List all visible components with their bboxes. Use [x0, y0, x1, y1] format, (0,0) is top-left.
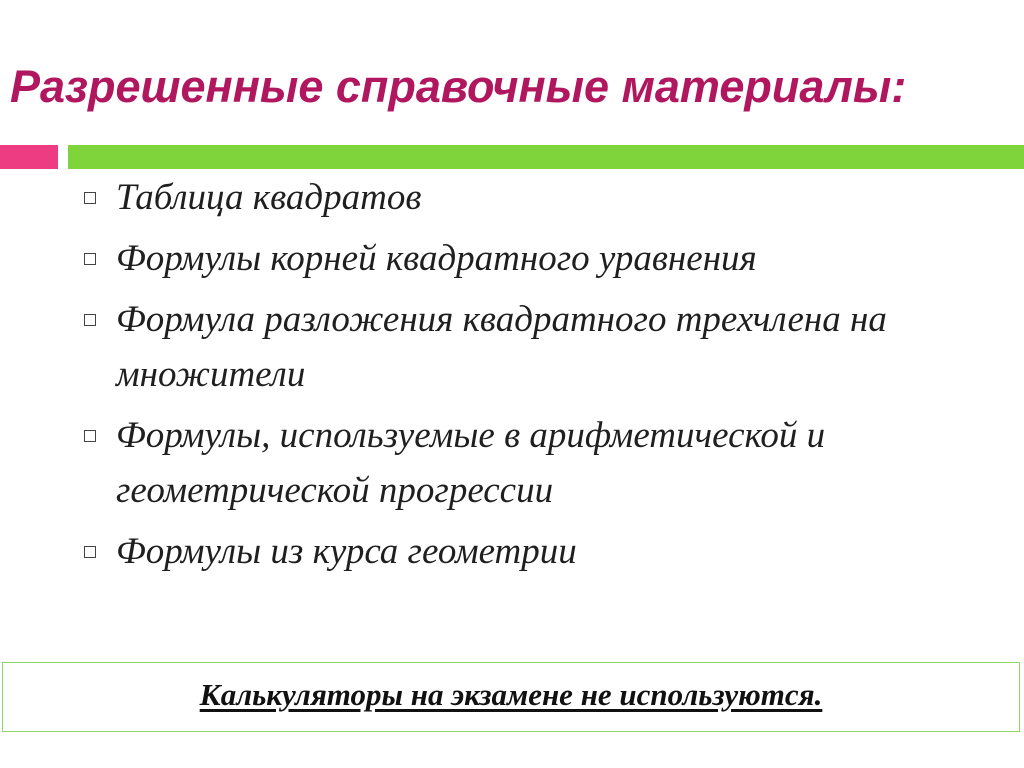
list-item-text: Формулы, используемые в арифметической и геометрической прогрессии — [116, 415, 826, 511]
hollow-square-bullet-icon — [84, 253, 96, 265]
hollow-square-bullet-icon — [84, 314, 96, 326]
list-item — [78, 408, 998, 518]
list-item — [78, 231, 998, 286]
list-item-text: Формула разложения квадратного трехчлена на множители — [116, 299, 887, 395]
list-item-text: Формулы из курса геометрии — [116, 531, 577, 572]
list-item-text: Формулы корней квадратного уравнения — [116, 238, 757, 279]
list-item — [78, 524, 998, 579]
hollow-square-bullet-icon — [84, 546, 96, 558]
list-item — [78, 170, 998, 225]
list-item — [78, 292, 998, 402]
hollow-square-bullet-icon — [84, 192, 96, 204]
notice-box — [2, 662, 1020, 732]
hollow-square-bullet-icon — [84, 430, 96, 442]
notice-text: Калькуляторы на экзамене не используются. — [199, 677, 823, 712]
accent-bar-green — [68, 145, 1024, 169]
accent-bar-pink — [0, 145, 58, 169]
list-item-text: Таблица квадратов — [116, 177, 422, 218]
slide-title: Разрешенные справочные материалы: — [10, 61, 907, 112]
bullet-list — [78, 170, 998, 585]
